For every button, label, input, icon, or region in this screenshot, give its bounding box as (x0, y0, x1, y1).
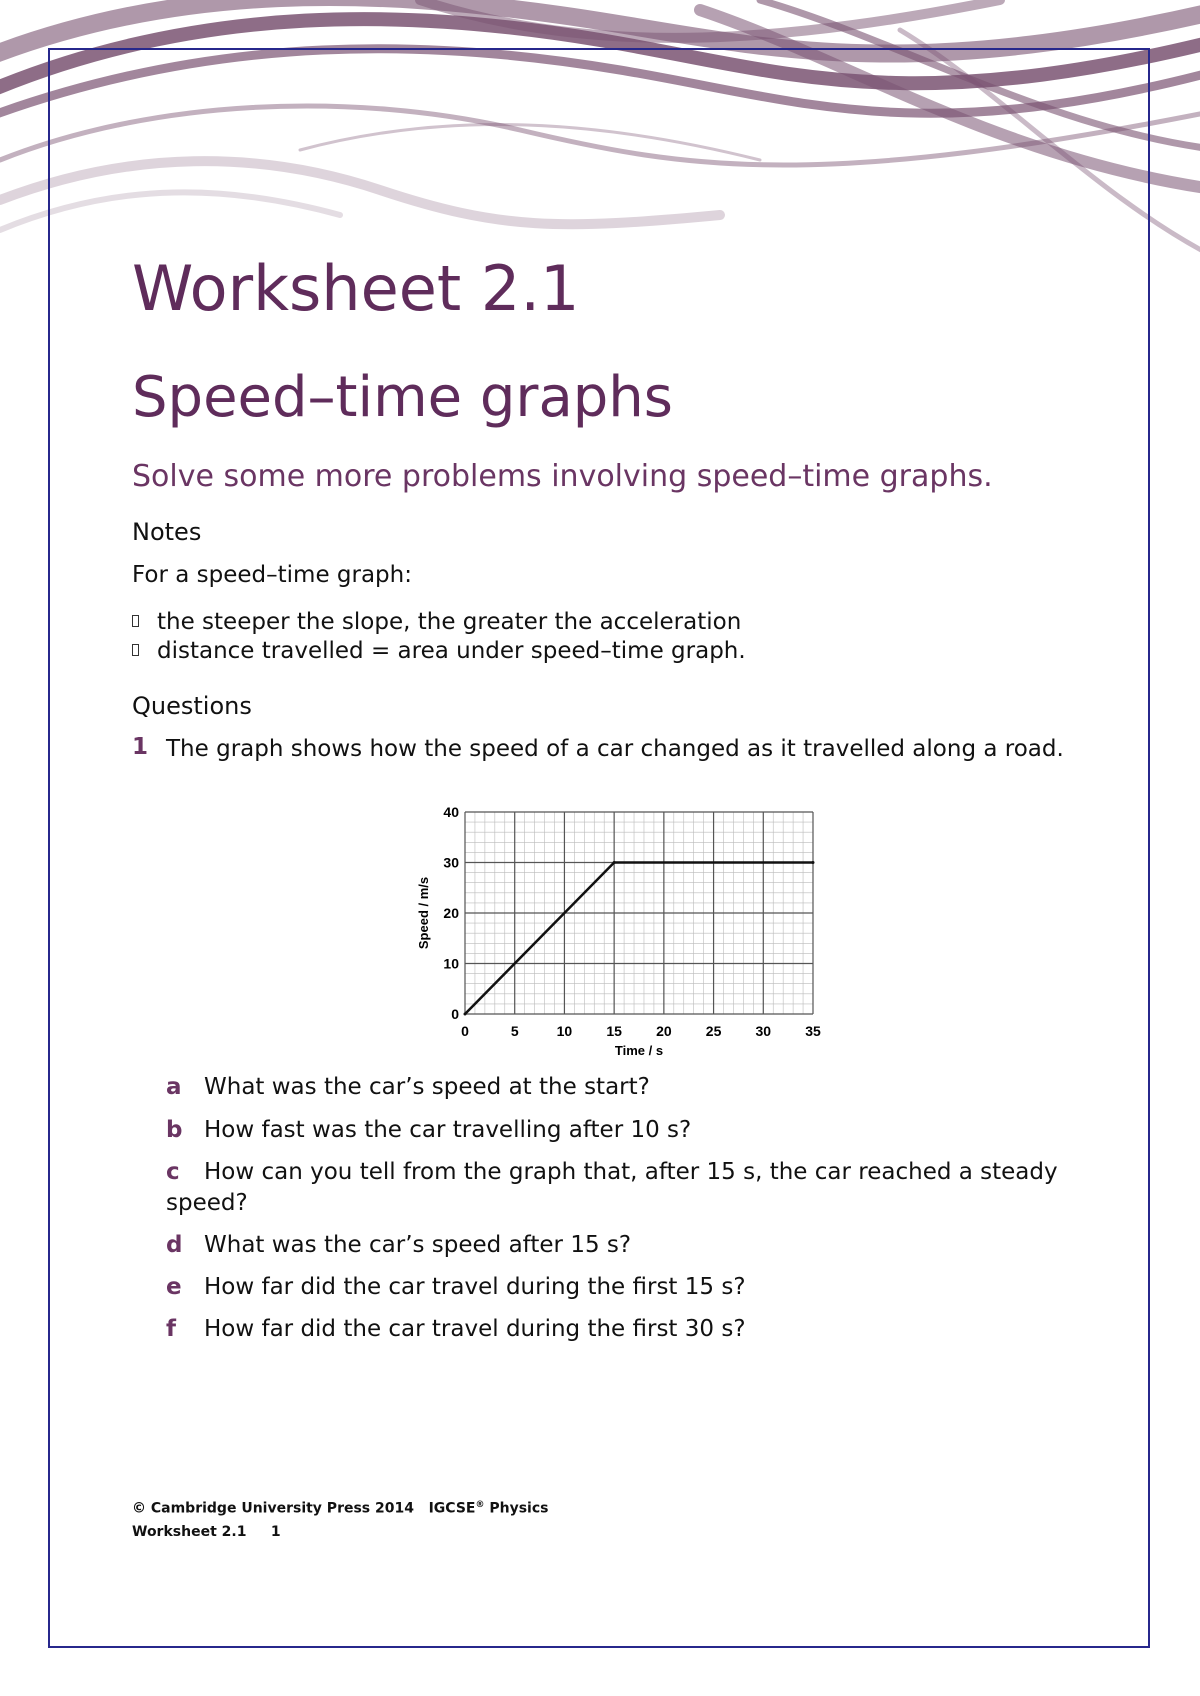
question-part-letter: d (166, 1232, 183, 1258)
series-point (613, 861, 616, 864)
question-part (166, 1115, 1066, 1146)
footer-course: IGCSE (428, 1500, 476, 1517)
footer-worksheet-ref: Worksheet 2.1 (132, 1524, 247, 1540)
y-tick-label: 30 (443, 854, 459, 871)
x-tick-label: 30 (755, 1023, 772, 1039)
worksheet-title: Worksheet 2.1 (132, 252, 580, 325)
x-tick-label: 20 (656, 1023, 672, 1039)
series-point (812, 861, 815, 864)
question-part-text: How far did the car travel during the first 30 s? (204, 1316, 746, 1342)
question-part-letter: e (166, 1274, 182, 1300)
x-tick-label: 25 (705, 1023, 722, 1039)
question-part (166, 1157, 1066, 1219)
question-number: 1 (132, 734, 149, 760)
series-line (465, 863, 813, 1015)
series-point (464, 1013, 467, 1016)
question-part-text: What was the car’s speed at the start? (204, 1074, 650, 1100)
question-part-letter: a (166, 1074, 182, 1100)
chart-y-axis-label: Speed / m/s (416, 876, 431, 950)
footer-copyright-line (132, 1500, 548, 1517)
y-tick-label: 0 (451, 1006, 459, 1022)
x-tick-label: 0 (461, 1023, 469, 1039)
notes-bullet (132, 611, 741, 634)
bullet-icon (132, 644, 139, 656)
question-part-text: How fast was the car travelling after 10 s? (204, 1117, 692, 1143)
speed-time-chart (405, 800, 835, 1060)
question-text: The graph shows how the speed of a car changed as it travelled along a road. (166, 736, 1064, 762)
bullet-icon (132, 615, 139, 627)
question-part-text: What was the car’s speed after 15 s? (204, 1232, 632, 1258)
footer-copyright: © Cambridge University Press 2014 (132, 1500, 414, 1517)
footer-subject: Physics (489, 1500, 549, 1517)
x-tick-label: 35 (805, 1023, 821, 1039)
questions-heading: Questions (132, 692, 252, 720)
x-tick-label: 5 (510, 1023, 519, 1039)
x-tick-label: 15 (606, 1023, 622, 1039)
footer-course-mark: ® (475, 1500, 485, 1510)
question-part (166, 1072, 1066, 1103)
notes-bullet (132, 640, 746, 663)
footer-worksheet-line (132, 1524, 281, 1540)
footer-page-number: 1 (270, 1524, 281, 1540)
x-tick-label: 10 (556, 1023, 573, 1039)
notes-bullet-text: the steeper the slope, the greater the acceleration (157, 609, 742, 635)
y-tick-label: 10 (443, 955, 459, 972)
question-part-letter: b (166, 1117, 183, 1143)
question-part (166, 1272, 1066, 1303)
notes-bullet-text: distance travelled = area under speed–time graph. (157, 638, 746, 664)
question-part (166, 1230, 1066, 1261)
chart-x-axis-label: Time / s (614, 1043, 664, 1058)
question-part-letter: c (166, 1159, 180, 1185)
worksheet-subtitle: Speed–time graphs (132, 365, 673, 430)
question-part (166, 1314, 1066, 1345)
notes-lead: For a speed–time graph: (132, 562, 412, 588)
y-tick-label: 20 (443, 905, 459, 921)
question-part-text: How far did the car travel during the first 15 s? (204, 1274, 746, 1300)
chart-series (464, 861, 815, 1016)
question-part-text: How can you tell from the graph that, after 15 s, the car reached a steady speed? (166, 1159, 1058, 1216)
y-tick-label: 40 (443, 804, 459, 820)
notes-heading: Notes (132, 518, 202, 546)
worksheet-intro: Solve some more problems involving speed–time graphs. (132, 459, 993, 494)
question-part-letter: f (166, 1316, 177, 1342)
